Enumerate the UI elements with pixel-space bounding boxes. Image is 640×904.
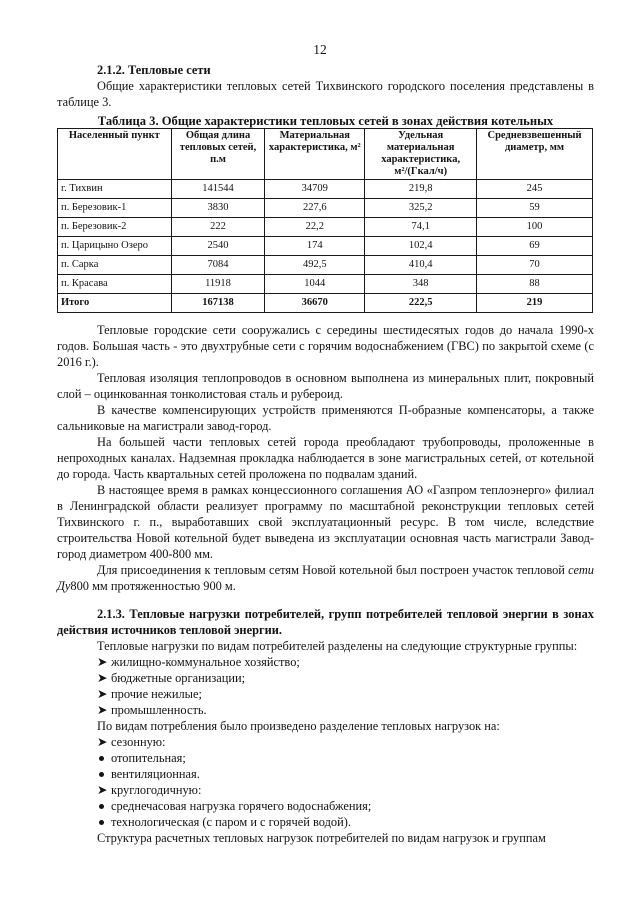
list-item: вентиляционная. [97, 766, 594, 782]
cell-material: 34709 [265, 180, 365, 199]
paragraph-italic-text: сети Ду [57, 563, 594, 593]
paragraph-text: 800 мм протяженностью 900 м. [70, 579, 236, 593]
list-item: ➤ жилищно-коммунальное хозяйство; [97, 655, 300, 669]
header-diameter: Средневзвешенный диаметр, мм [477, 129, 593, 180]
cell-material: 36670 [265, 294, 365, 313]
cell-diameter: 100 [477, 218, 593, 237]
dot-bullet-icon [97, 798, 109, 814]
table-row [58, 256, 593, 275]
section-intro: Общие характеристики тепловых сетей Тихвинского городского поселения представлены в таблице 3. [57, 79, 594, 109]
paragraph: В настоящее время в рамках концессионного соглашения АО «Газпром теплоэнерго» филиал в Ленинградской области реализует программу по масштабной реконструкции тепловых сетей Тихвинского г. п., выработавших свой эксплуатационный ресурс. В том числе, вследствие строительства Новой котельной будет выведена из эксплуатации основная часть магистрали Завод-город диаметром 400-800 мм. [57, 483, 594, 561]
header-length: Общая длина тепловых сетей, п.м [171, 129, 265, 180]
network-characteristics-table [57, 128, 593, 313]
kinds-intro: По видам потребления было произведено разделение тепловых нагрузок на: [97, 719, 500, 733]
cell-material: 174 [265, 237, 365, 256]
cell-material: 1044 [265, 275, 365, 294]
cell-material: 22,2 [265, 218, 365, 237]
table-header-row [58, 129, 593, 180]
cell-place: п. Красава [58, 275, 172, 294]
cell-specific: 410,4 [365, 256, 477, 275]
table-row [58, 199, 593, 218]
cell-specific: 74,1 [365, 218, 477, 237]
cell-diameter: 245 [477, 180, 593, 199]
table-row [58, 218, 593, 237]
paragraph: На большей части тепловых сетей города преобладают трубопроводы, проложенные в непроходных каналах. Надземная прокладка наблюдается в зоне магистральных сетей, от котельной до города. Часть квартальных сетей проложена по подвалам зданий. [57, 435, 594, 481]
list-item: ➤ бюджетные организации; [97, 671, 246, 685]
cell-place: г. Тихвин [58, 180, 172, 199]
consumer-groups-list [57, 654, 594, 718]
list-item: ➤ круглогодичную: [97, 783, 202, 797]
paragraph: Тепловая изоляция теплопроводов в основном выполнена из минеральных плит, покровный слой – оцинкованная тонколистовая сталь и рубероид. [57, 371, 594, 401]
cell-place: п. Березовик-2 [58, 218, 172, 237]
cell-length: 222 [171, 218, 265, 237]
cell-length: 2540 [171, 237, 265, 256]
cell-length: 11918 [171, 275, 265, 294]
cell-diameter: 69 [477, 237, 593, 256]
arrow-bullet-icon: ➤ [97, 687, 108, 701]
cell-diameter: 59 [477, 199, 593, 218]
cell-material: 492,5 [265, 256, 365, 275]
cell-place: п. Березовик-1 [58, 199, 172, 218]
header-specific: Удельная материальная характеристика, м²/(Гкал/ч) [365, 129, 477, 180]
paragraph: Тепловые городские сети сооружались с середины шестидесятых годов до начала 1990-х годов. Большая часть - это двухтрубные сети с горячим водоснабжением (ГВС) по закрытой схеме (с 2016 г.). [57, 323, 594, 369]
groups-intro: Тепловые нагрузки по видам потребителей разделены на следующие структурные группы: [97, 639, 578, 653]
arrow-bullet-icon: ➤ [97, 703, 108, 717]
cell-diameter: 219 [477, 294, 593, 313]
list-item: среднечасовая нагрузка горячего водоснабжения; [97, 798, 594, 814]
cell-place: п. Царицыно Озеро [58, 237, 172, 256]
section-heading-2-1-3: 2.1.3. Тепловые нагрузки потребителей, групп потребителей тепловой энергии в зонах действия источников тепловой энергии. [57, 607, 594, 637]
dot-bullet-icon [97, 750, 109, 766]
cell-place: п. Сарка [58, 256, 172, 275]
list-item: технологическая (с паром и с горячей водой). [97, 814, 594, 830]
cell-length: 167138 [171, 294, 265, 313]
page-number: 12 [313, 42, 327, 57]
dot-bullet-icon [97, 814, 109, 830]
arrow-bullet-icon: ➤ [97, 735, 108, 749]
cell-specific: 102,4 [365, 237, 477, 256]
cell-specific: 348 [365, 275, 477, 294]
cell-diameter: 70 [477, 256, 593, 275]
structure-paragraph: Структура расчетных тепловых нагрузок потребителей по видам нагрузок и группам [97, 831, 546, 845]
table-row [58, 180, 593, 199]
list-item: ➤ сезонную: [97, 735, 166, 749]
cell-material: 227,6 [265, 199, 365, 218]
table-row [58, 237, 593, 256]
cell-length: 3830 [171, 199, 265, 218]
section-heading-2-1-2: 2.1.2. Тепловые сети [97, 63, 211, 77]
cell-specific: 219,8 [365, 180, 477, 199]
list-item: ➤ прочие нежилые; [97, 687, 202, 701]
list-item: ➤ промышленность. [97, 703, 207, 717]
header-material: Материальная характеристика, м² [265, 129, 365, 180]
cell-length: 141544 [171, 180, 265, 199]
page-content [57, 62, 594, 846]
table-row [58, 275, 593, 294]
list-item: отопительная; [97, 750, 594, 766]
paragraph: В качестве компенсирующих устройств применяются П-образные компенсаторы, а также сальниковые на магистрали завод-город. [57, 403, 594, 433]
arrow-bullet-icon: ➤ [97, 783, 108, 797]
header-place: Населенный пункт [58, 129, 172, 180]
cell-diameter: 88 [477, 275, 593, 294]
paragraph-connection [57, 562, 594, 594]
arrow-bullet-icon: ➤ [97, 655, 108, 669]
cell-place: Итого [58, 294, 172, 313]
dot-bullet-icon [97, 766, 109, 782]
cell-length: 7084 [171, 256, 265, 275]
table-total-row [58, 294, 593, 313]
paragraph-text: Для присоединения к тепловым сетям Новой котельной был построен участок тепловой [97, 563, 569, 577]
consumption-kinds-list [57, 734, 594, 830]
cell-specific: 222,5 [365, 294, 477, 313]
cell-specific: 325,2 [365, 199, 477, 218]
table-caption: Таблица 3. Общие характеристики тепловых сетей в зонах действия котельных [97, 114, 554, 128]
arrow-bullet-icon: ➤ [97, 671, 108, 685]
